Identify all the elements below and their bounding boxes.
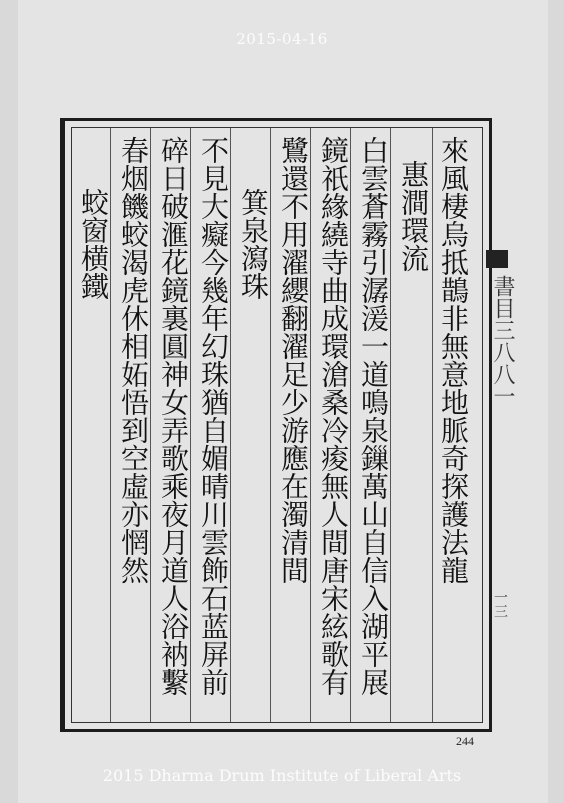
- text-column-7: 不見大癡今幾年幻珠猶自媚晴川雲飾石蓝屏前: [197, 136, 230, 696]
- column-rule: [310, 128, 311, 722]
- footer-credit: 2015 Dharma Drum Institute of Liberal Arts: [102, 766, 462, 785]
- text-column-6-heading: 箕泉瀉珠: [237, 188, 270, 300]
- column-rule: [150, 128, 151, 722]
- column-rule: [270, 128, 271, 722]
- text-column-3: 白雲蒼霧引潺湲一道鳴泉鏁萬山自信入湖平展: [357, 136, 390, 696]
- margin-heading: 書目三八八一: [490, 275, 515, 407]
- text-column-10-heading: 蛟窗横鐵: [77, 188, 110, 300]
- column-rule: [390, 128, 391, 722]
- fish-tail-mark: [486, 250, 508, 268]
- text-frame: [60, 118, 492, 732]
- column-rule: [350, 128, 351, 722]
- page-number: 244: [456, 734, 474, 748]
- text-column-8: 碎日破滙花鏡裏圓神女弄歌乘夜月道人浴衲繫: [157, 136, 190, 696]
- date-stamp: 2015-04-16: [236, 30, 328, 48]
- column-rule: [230, 128, 231, 722]
- column-rule: [190, 128, 191, 722]
- column-rule: [432, 128, 433, 722]
- text-column-1: 來風棲烏抵鵲非無意地脈奇探護法龍: [437, 136, 470, 584]
- text-column-9: 春烟饑蛟渴虎休相妬悟到空虛亦惘然: [117, 136, 150, 584]
- text-frame-inner: [71, 127, 483, 723]
- text-column-4: 鏡祇緣繞寺曲成環滄桑冷痠無人間唐宋絃歌有: [317, 136, 350, 696]
- text-column-2-heading: 惠澗環流: [397, 160, 430, 272]
- margin-folio: 一三: [492, 590, 508, 618]
- text-column-5: 鷺還不用濯纓翻濯足少游應在濁清間: [277, 136, 310, 584]
- page-margin: [486, 120, 528, 720]
- column-rule: [110, 128, 111, 722]
